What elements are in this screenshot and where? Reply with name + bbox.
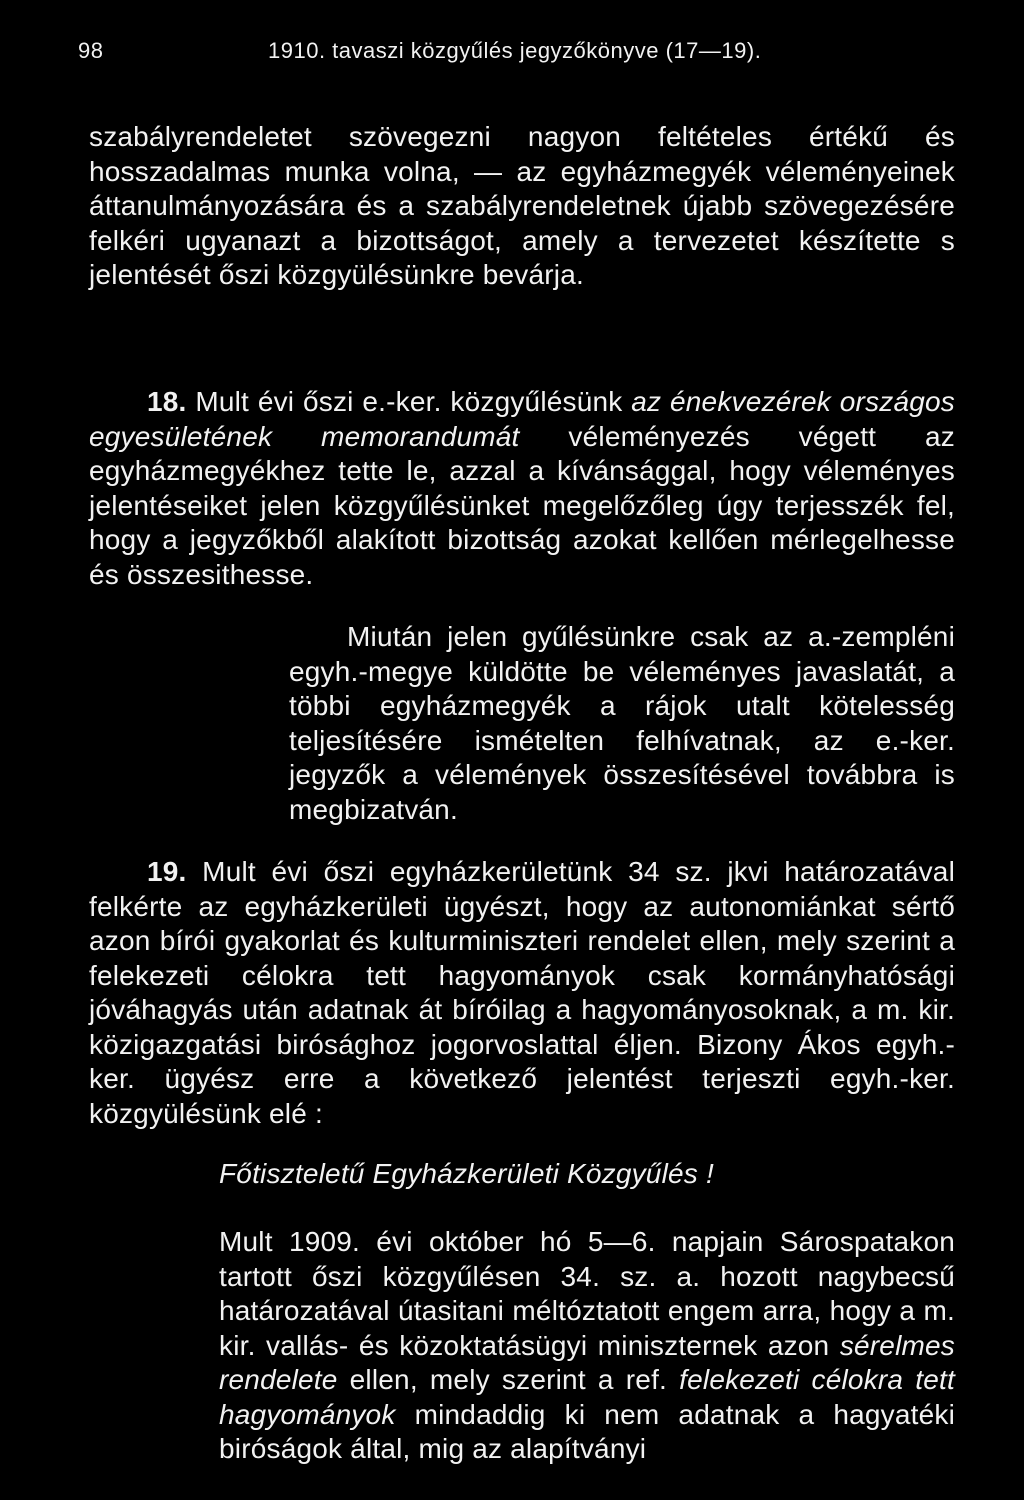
paragraph-text: véleményezés végett az egyházmegyékhez tette le, azzal a kívánsággal, hogy véleményes jelentéseiket jelen közgyűlésünket megelőzőleg úgy terjesszék fel, hogy a jegyzőkből alakított bizottság azokat kellően mérlegelhesse és összesithesse. bbox=[89, 420, 956, 590]
paragraph-text: ellen, mely szerint a ref. bbox=[337, 1364, 680, 1395]
paragraph-18 bbox=[89, 385, 955, 592]
paragraph-text: Mult évi őszi egyházkerületünk 34 sz. jkvi határozatával felkérte az egyházkerületi ügyészt, hogy az autonomiánkat sértő azon bírói gyakorlat és kulturminiszteri rendelet ellen, mely szerint a felekezeti célokra tett hagyományok csak kormányhatósági jóváhagyás után adatnak át bíróilag a hagyományosoknak, a m. kir. közigazgatási birósághoz jogorvoslattal éljen. Bizony Ákos egyh.-ker. ügyész erre a következő jelentést terjeszti egyh.-ker. közgyülésünk elé : bbox=[89, 856, 955, 1129]
paragraph-text: Miután jelen gyűlésünkre csak az a.-zempléni egyh.-megye küldötte be véleményes javaslatát, a többi egyházmegyék a rájok utalt kötelesség teljesítésére ismételten felhívatnak, az e.-ker. jegyzők a vélemények összesítésével továbbra is megbizatván. bbox=[289, 621, 955, 825]
italic-phrase: felekezeti célokra tett hagyományok bbox=[219, 1364, 956, 1430]
paragraph-continuation bbox=[89, 120, 955, 293]
italic-phrase: sérelmes rendelete bbox=[219, 1329, 955, 1395]
italic-phrase: az énekvezérek országos egyesületének memorandumát bbox=[89, 386, 955, 452]
paragraph-text: szabályrendeletet szövegezni nagyon feltételes értékű és hosszadalmas munka volna, — az egyházmegyék véleményeinek áttanulmányozására és a szabályrendeletnek újabb szövegezésére felkéri ugyanazt a bizottságot, amely a tervezetet készítette s jelentését őszi közgyülésünkre bevárja. bbox=[89, 121, 955, 290]
salutation: Főtiszteletű Egyházkerületi Közgyűlés ! bbox=[219, 1158, 714, 1189]
running-title: 1910. tavaszi közgyűlés jegyzőkönyve (17—19). bbox=[268, 38, 762, 63]
page-number: 98 bbox=[78, 38, 104, 63]
paragraph-indented bbox=[289, 620, 955, 827]
letter-paragraph bbox=[219, 1225, 955, 1467]
paragraph-text: mindaddig ki nem adatnak a hagyatéki biróságok által, mig az alapítványi bbox=[219, 1398, 955, 1464]
paragraph-text: Mult évi őszi e.-ker. közgyűlésünk bbox=[186, 386, 632, 417]
section-number: 19. bbox=[147, 856, 187, 887]
paragraph-19 bbox=[89, 855, 955, 1131]
page-header bbox=[78, 38, 964, 68]
paragraph-text: Mult 1909. évi október hó 5—6. napjain Sárospatakon tartott őszi közgyűlésen 34. sz. a. hozott nagybecsű határozatával útasitani méltóztatott engem arra, hogy a m. kir. vallás- és közoktatásügyi miniszternek azon bbox=[219, 1226, 955, 1361]
section-number: 18. bbox=[147, 386, 187, 417]
